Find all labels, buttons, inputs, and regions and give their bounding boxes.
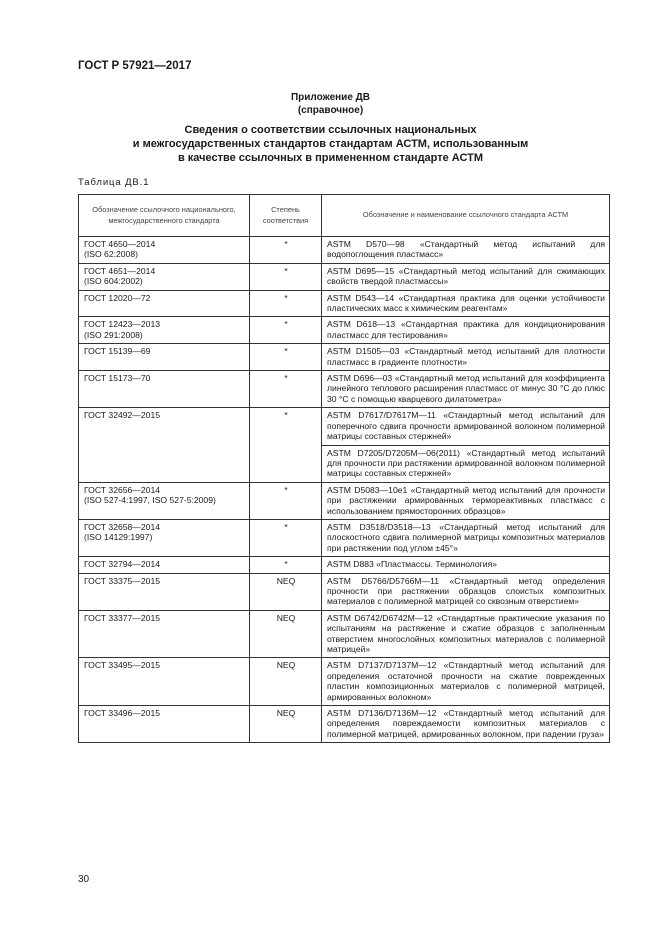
table-row (79, 263, 610, 290)
astm-cell: ASTM D5766/D5766M—11 «Стандартный метод определения прочности при растяжении образцов слоистых композитных материалов с полимерной матрицей со сквозным отверстием» (322, 573, 610, 610)
astm-cell: ASTM D7136/D7136M—12 «Стандартный метод испытаний для определения повреждаемости композитных материалов с полимерной матрицей, армированных волокном, при падении груза» (322, 706, 610, 743)
gost-designation: ГОСТ 32658—2014 (84, 521, 161, 532)
annex-block (0, 91, 661, 117)
degree-cell: * (250, 317, 322, 344)
gost-designation: ГОСТ 15139—69 (84, 346, 151, 357)
gost-designation: ГОСТ 32492—2015 (84, 410, 161, 421)
table-row (79, 482, 610, 519)
gost-designation: (ISO 291:2008) (84, 329, 143, 340)
gost-cell (79, 706, 250, 743)
heading-line: Сведения о соответствии ссылочных национальных (184, 124, 477, 136)
table-row (79, 344, 610, 371)
astm-cell: ASTM D7617/D7617M—11 «Стандартный метод испытаний для поперечного сдвига прочности армированной волокном полимерной матрицы составных стержней» (322, 408, 610, 445)
column-header-gost: Обозначение ссылочного национального, межгосударственного стандарта (79, 195, 250, 237)
gost-designation: ГОСТ 15173—70 (84, 373, 151, 384)
degree-cell: * (250, 263, 322, 290)
section-heading (0, 124, 661, 165)
gost-cell (79, 237, 250, 264)
gost-cell (79, 573, 250, 610)
table-row (79, 706, 610, 743)
table-row (79, 371, 610, 408)
table-label: Таблица ДВ.1 (78, 177, 150, 188)
table-header-row (79, 195, 610, 237)
gost-designation: ГОСТ 32794—2014 (84, 559, 161, 570)
document-header: ГОСТ Р 57921—2017 (78, 60, 192, 72)
table-row (79, 408, 610, 445)
degree-cell: * (250, 371, 322, 408)
gost-cell (79, 610, 250, 658)
astm-cell: ASTM D1505—03 «Стандартный метод испытаний для плотности пластмасс в градиенте плотности» (322, 344, 610, 371)
degree-cell: * (250, 344, 322, 371)
degree-cell: * (250, 557, 322, 573)
annex-subtitle: (справочное) (297, 105, 364, 116)
degree-cell: NEQ (250, 706, 322, 743)
gost-cell (79, 344, 250, 371)
astm-cell: ASTM D696—03 «Стандартный метод испытаний для коэффициента линейного теплового расширения пластмасс от минус 30 °С до плюс 30 °С с помощью кварцевого дилатометра» (322, 371, 610, 408)
gost-designation: (ISO 62:2008) (84, 249, 138, 260)
table-row (79, 317, 610, 344)
table-row (79, 519, 610, 556)
astm-cell: ASTM D3518/D3518—13 «Стандартный метод испытаний для плоскостного сдвига полимерной матрицы композитных материалов при растяжении под углом ±45°» (322, 519, 610, 556)
astm-cell: ASTM D6742/D6742M—12 «Стандартные практические указания по испытаниям на растяжение и сжатие образцов с заполненным отверстием многослойных композитных материалов с полимерной матрицей» (322, 610, 610, 658)
gost-designation: ГОСТ 12020—72 (84, 292, 151, 303)
gost-cell (79, 557, 250, 573)
page-number: 30 (78, 874, 90, 885)
column-header-degree: Степень соответствия (250, 195, 322, 237)
degree-cell: NEQ (250, 658, 322, 706)
gost-designation: ГОСТ 4651—2014 (84, 265, 156, 276)
astm-cell: ASTM D695—15 «Стандартный метод испытаний для сжимающих свойств твердой пластмассы» (322, 263, 610, 290)
gost-cell (79, 371, 250, 408)
degree-cell: NEQ (250, 573, 322, 610)
gost-designation: ГОСТ 33496—2015 (84, 708, 161, 719)
degree-cell: * (250, 237, 322, 264)
gost-cell (79, 290, 250, 317)
gost-cell (79, 317, 250, 344)
gost-designation: ГОСТ 33375—2015 (84, 575, 161, 586)
astm-cell: ASTM D7205/D7205M—06(2011) «Стандартный метод испытаний для прочности при растяжении армированной волокном полимерной матрицы составных стержней» (322, 445, 610, 482)
table-row (79, 573, 610, 610)
degree-cell: * (250, 290, 322, 317)
degree-cell: * (250, 482, 322, 519)
gost-designation: ГОСТ 33495—2015 (84, 660, 161, 671)
astm-cell: ASTM D5083—10е1 «Стандартный метод испытаний для прочности при растяжении армированных термореактивных пластмасс с использованием прямосторонних образцов» (322, 482, 610, 519)
table-row (79, 658, 610, 706)
heading-line: в качестве ссылочных в примененном стандарте АСТМ (177, 151, 484, 164)
astm-cell: ASTM D570—98 «Стандартный метод испытаний для водопоглощения пластмасс» (322, 237, 610, 264)
astm-cell: ASTM D543—14 «Стандартная практика для оценки устойчивости пластических масс к химическим реагентам» (322, 290, 610, 317)
correspondence-table (78, 194, 610, 743)
table-row (79, 610, 610, 658)
astm-cell: ASTM D618—13 «Стандартная практика для кондиционирования пластмасс для тестирования» (322, 317, 610, 344)
astm-cell: ASTM D883 «Пластмассы. Терминология» (322, 557, 610, 573)
gost-cell (79, 482, 250, 519)
annex-title: Приложение ДВ (290, 92, 371, 103)
gost-cell (79, 263, 250, 290)
gost-cell (79, 519, 250, 556)
table-row (79, 290, 610, 317)
gost-cell (79, 658, 250, 706)
gost-designation: ГОСТ 32656—2014 (84, 484, 161, 495)
heading-line: и межгосударственных стандартов стандартам АСТМ, использованным (132, 137, 529, 150)
table-body (79, 237, 610, 743)
table-row (79, 557, 610, 573)
gost-designation: (ISO 14129:1997) (84, 532, 153, 543)
gost-designation: (ISO 604:2002) (84, 276, 143, 287)
gost-designation: ГОСТ 12423—2013 (84, 319, 161, 330)
astm-cell: ASTM D7137/D7137M—12 «Стандартный метод испытаний для определения остаточной прочности на сжатие поврежденных пластин композиционных материалов с полимерной матрицей, армированных волокном» (322, 658, 610, 706)
table-row (79, 237, 610, 264)
gost-designation: ГОСТ 33377—2015 (84, 612, 161, 623)
column-header-astm: Обозначение и наименование ссылочного стандарта АСТМ (322, 195, 610, 237)
degree-cell: NEQ (250, 610, 322, 658)
gost-designation: (ISO 527-4:1997, ISO 527-5:2009) (84, 495, 216, 506)
gost-cell (79, 408, 250, 482)
gost-designation: ГОСТ 4650—2014 (84, 239, 156, 249)
degree-cell: * (250, 519, 322, 556)
degree-cell: * (250, 408, 322, 482)
